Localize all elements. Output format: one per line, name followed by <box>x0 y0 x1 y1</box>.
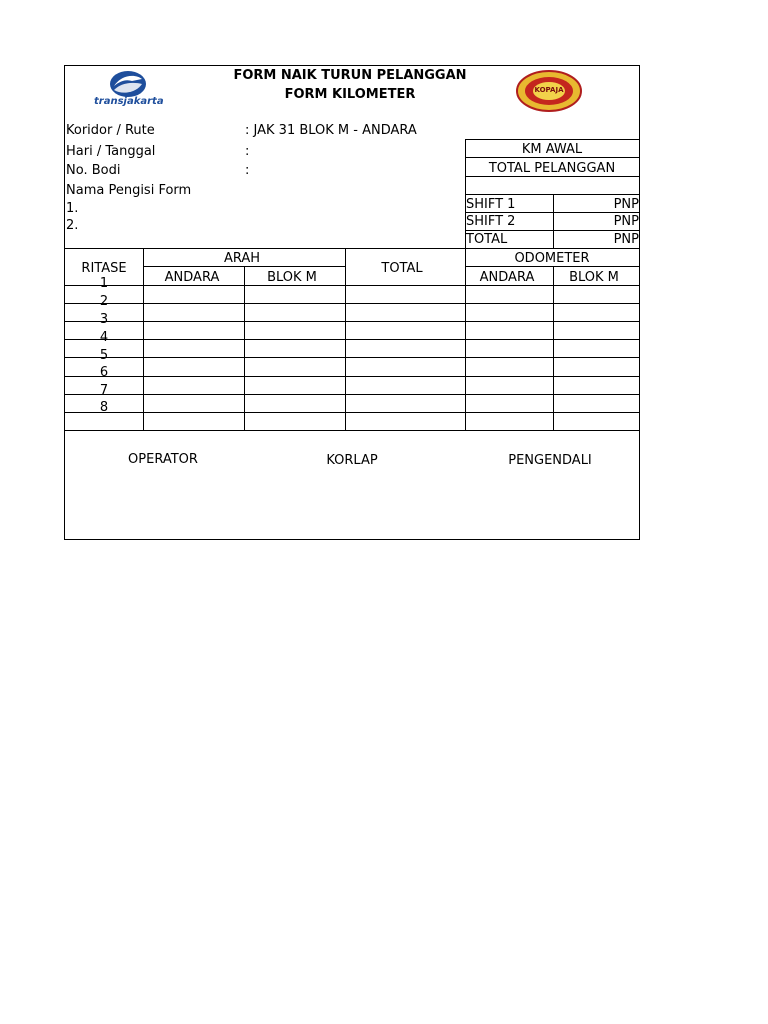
koridor-value: : JAK 31 BLOK M - ANDARA <box>245 123 417 138</box>
ritase-row-number: 4 <box>99 330 109 345</box>
korlap-signature-label: KORLAP <box>326 453 378 468</box>
hari-value[interactable]: : <box>245 144 250 159</box>
total-pnp-unit: PNP <box>613 232 639 247</box>
transjakarta-logo-text: transjakarta <box>94 96 164 107</box>
ritase-row-number: 1 <box>99 276 109 291</box>
arah-header: ARAH <box>223 251 261 266</box>
form-subtitle: FORM KILOMETER <box>284 87 416 102</box>
shift-1-label: SHIFT 1 <box>466 197 516 212</box>
total-pelanggan-field[interactable] <box>466 177 640 193</box>
transjakarta-logo <box>92 69 168 111</box>
odometer-blok-m-header: BLOK M <box>569 270 619 285</box>
bodi-label: No. Bodi <box>66 163 121 178</box>
ritase-header: RITASE <box>81 261 127 276</box>
total-header: TOTAL <box>381 261 423 276</box>
pengisi-1[interactable]: 1. <box>66 201 79 216</box>
pengisi-2[interactable]: 2. <box>66 218 79 233</box>
ritase-row-number: 8 <box>99 400 109 415</box>
pengendali-signature-label: PENGENDALI <box>508 453 592 468</box>
shift-1-unit: PNP <box>613 197 639 212</box>
hari-label: Hari / Tanggal <box>66 144 156 159</box>
form-title: FORM NAIK TURUN PELANGGAN <box>233 68 467 83</box>
seal-text: KOPAJA <box>534 86 564 94</box>
ritase-row-number: 5 <box>99 348 109 363</box>
total-pelanggan-label: TOTAL PELANGGAN <box>488 161 616 176</box>
ritase-row-number: 3 <box>99 312 109 327</box>
odometer-header: ODOMETER <box>514 251 590 266</box>
odometer-andara-header: ANDARA <box>479 270 535 285</box>
km-awal-label: KM AWAL <box>521 142 583 157</box>
bodi-value[interactable]: : <box>245 163 250 178</box>
shift-2-unit: PNP <box>613 214 639 229</box>
koridor-label: Koridor / Rute <box>66 123 155 138</box>
arah-andara-header: ANDARA <box>164 270 220 285</box>
total-pnp-label: TOTAL <box>466 232 508 247</box>
arah-blok-m-header: BLOK M <box>267 270 317 285</box>
pengisi-label: Nama Pengisi Form <box>66 183 192 198</box>
operator-signature-label: OPERATOR <box>128 452 198 467</box>
organization-seal <box>516 70 582 112</box>
ritase-row-number: 6 <box>99 365 109 380</box>
ritase-row-number: 2 <box>99 294 109 309</box>
shift-2-label: SHIFT 2 <box>466 214 516 229</box>
ritase-row-number: 7 <box>99 383 109 398</box>
